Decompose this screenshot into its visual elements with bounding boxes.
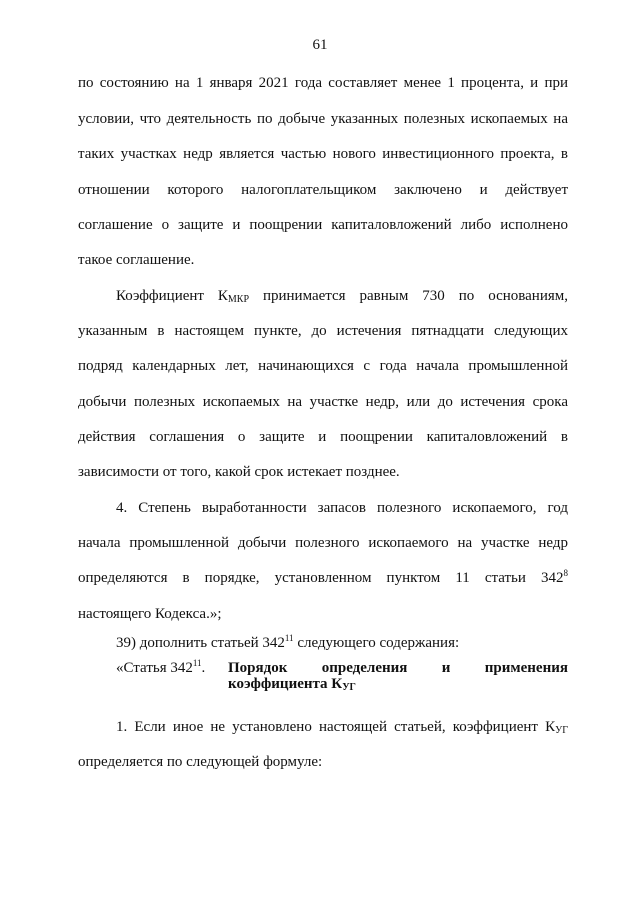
- paragraph-line: определяется по следующей формуле:: [78, 754, 323, 770]
- article-title-line: [228, 675, 356, 693]
- text-segment: Коэффициент К: [116, 288, 228, 304]
- page-number: 61: [312, 37, 328, 53]
- text-segment: коэффициента К: [228, 676, 343, 692]
- paragraph-line: зависимости от того, какой срок истекает позднее.: [78, 464, 400, 480]
- paragraph-line: отношении которого налогоплательщиком заключено и действует: [78, 182, 568, 198]
- text-segment: 1. Если иное не установлено настоящей статьей, коэффициент К: [116, 719, 556, 735]
- paragraph-line-with-superscript: [78, 569, 568, 587]
- superscript: 11: [192, 658, 202, 668]
- paragraph-line: начала промышленной добычи полезного ископаемого на участке недр: [78, 535, 568, 551]
- paragraph-line: указанным в настоящем пункте, до истечения пятнадцати следующих: [78, 323, 568, 339]
- text-segment: определяются в порядке, установленном пунктом 11 статьи 342: [78, 570, 564, 586]
- paragraph-line: такое соглашение.: [78, 252, 195, 268]
- text-segment: .: [201, 660, 206, 676]
- paragraph-line: добычи полезных ископаемых на участке недр, или до истечения срока: [78, 394, 568, 410]
- paragraph-line: таких участках недр является частью нового инвестиционного проекта, в: [78, 146, 568, 162]
- subscript: УГ: [342, 682, 356, 693]
- article-title-line: Порядок определения и применения: [228, 660, 568, 676]
- paragraph-line: действия соглашения о защите и поощрении капиталовложений в: [78, 429, 568, 445]
- paragraph-line-with-subscript: [116, 287, 568, 305]
- paragraph-line: по состоянию на 1 января 2021 года составляет менее 1 процента, и при: [78, 75, 568, 91]
- text-segment: «Статья 342: [116, 660, 193, 676]
- subscript: МКР: [227, 294, 250, 305]
- paragraph-line: настоящего Кодекса.»;: [78, 606, 222, 622]
- paragraph-line: 4. Степень выработанности запасов полезного ископаемого, год: [116, 500, 568, 516]
- text-segment: следующего содержания:: [293, 635, 460, 651]
- text-segment: принимается равным 730 по основаниям,: [249, 288, 568, 304]
- amendment-item: [116, 634, 568, 652]
- superscript: 8: [563, 568, 568, 578]
- article-number: [116, 659, 205, 677]
- paragraph-line-with-subscript: [116, 718, 568, 736]
- paragraph-line: подряд календарных лет, начинающихся с года начала промышленной: [78, 358, 568, 374]
- superscript: 11: [284, 633, 294, 643]
- paragraph-line: условии, что деятельность по добыче указанных полезных ископаемых на: [78, 111, 568, 127]
- text-segment: 39) дополнить статьей 342: [116, 635, 285, 651]
- paragraph-line: соглашение о защите и поощрении капиталовложений либо исполнено: [78, 217, 568, 233]
- subscript: УГ: [555, 725, 568, 736]
